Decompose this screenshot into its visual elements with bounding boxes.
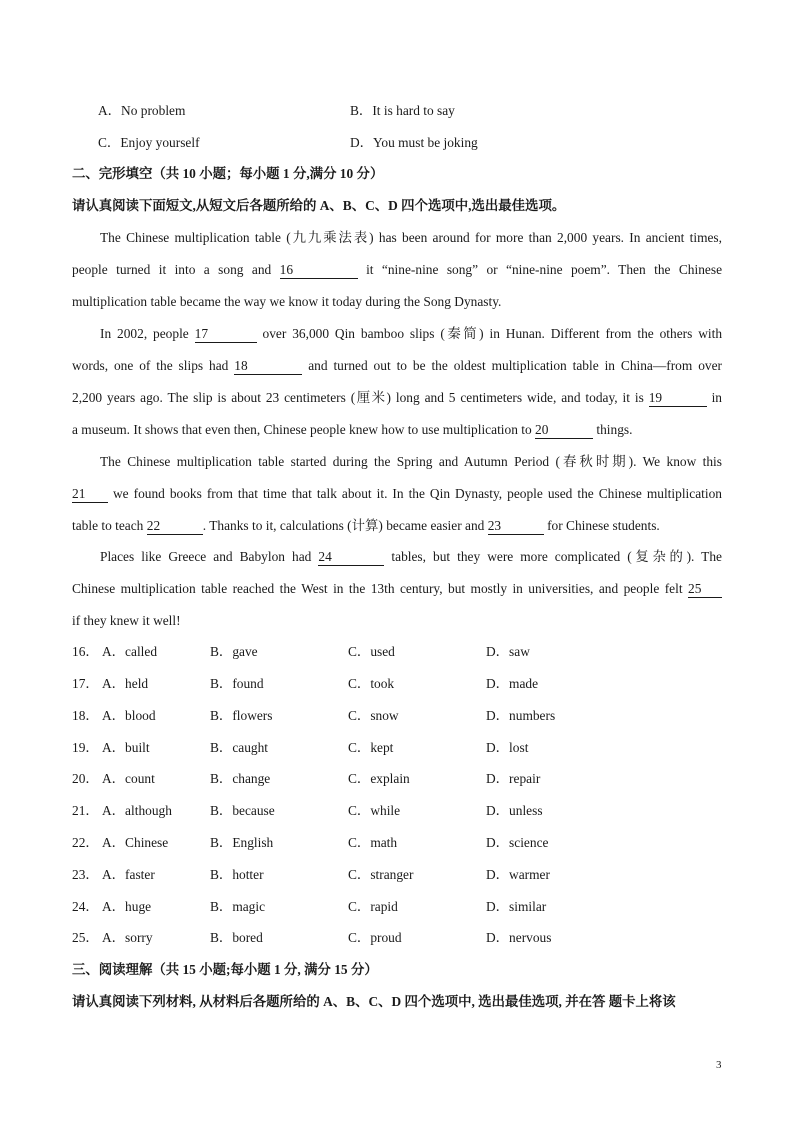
section3-heading: 三、阅读理解（共 15 小题;每小题 1 分, 满分 15 分） (72, 962, 378, 977)
passage-line (72, 485, 722, 503)
option-a: A．although (102, 803, 172, 818)
blank-20: 20 (535, 423, 593, 439)
section2-heading: 二、完形填空（共 10 小题；每小题 1 分,满分 10 分） (72, 166, 384, 181)
option-d: D．science (486, 835, 549, 850)
option-c: C．rapid (348, 899, 398, 914)
question-row (72, 834, 722, 852)
question-row (72, 898, 722, 916)
section2-instruction: 请认真阅读下面短文,从短文后各题所给的 A、B、C、D 四个选项中,选出最佳选项。 (72, 198, 566, 213)
question-row (72, 675, 722, 693)
prev-option-c: C．Enjoy yourself (98, 135, 200, 150)
question-number: 19． (72, 740, 99, 755)
passage-text: and turned out to be the oldest multiplication table in China—from over (308, 358, 722, 373)
option-c: C．math (348, 835, 398, 850)
option-a: A．sorry (102, 930, 153, 945)
passage-line (100, 325, 722, 343)
passage-line: The Chinese multiplication table (九九乘法表) has been around for more than 2,000 years. In ancient times, (100, 230, 722, 245)
passage-line (72, 261, 722, 279)
option-a: A．faster (102, 867, 155, 882)
prev-option-d: D．You must be joking (350, 135, 478, 150)
option-c: C．explain (348, 771, 410, 786)
question-row (72, 739, 722, 757)
option-c: C．used (348, 644, 395, 659)
passage-line: The Chinese multiplication table started during the Spring and Autumn Period (春秋时期). We know this (100, 454, 722, 469)
option-c: C．snow (348, 708, 399, 723)
option-b: B．magic (210, 899, 266, 914)
blank-19: 19 (649, 391, 707, 407)
option-d: D．warmer (486, 867, 550, 882)
blank-25: 25 (688, 582, 722, 598)
option-d: D．similar (486, 899, 547, 914)
option-c: C．kept (348, 740, 394, 755)
option-b: B．hotter (210, 867, 264, 882)
prev-option-a: A．No problem (98, 103, 186, 118)
option-b: B．change (210, 771, 271, 786)
question-number: 23． (72, 867, 99, 882)
passage-line (72, 357, 722, 375)
blank-21: 21 (72, 487, 108, 503)
question-row (72, 707, 722, 725)
passage-line (72, 421, 722, 439)
passage-line (72, 389, 722, 407)
prev-option-b: B．It is hard to say (350, 103, 455, 118)
section3-instruction: 请认真阅读下列材料, 从材料后各题所给的 A、B、C、D 四个选项中, 选出最佳选项, 并在答 题卡上将该 (72, 994, 676, 1009)
passage-text: things. (596, 422, 633, 437)
question-number: 22． (72, 835, 99, 850)
passage-line (100, 548, 722, 566)
option-b: B．gave (210, 644, 258, 659)
option-a: A．held (102, 676, 149, 691)
option-d: D．lost (486, 740, 529, 755)
option-c: C．while (348, 803, 401, 818)
option-b: B．bored (210, 930, 263, 945)
question-row (72, 929, 722, 947)
option-b: B．caught (210, 740, 269, 755)
blank-22: 22 (147, 519, 203, 535)
option-b: B．because (210, 803, 275, 818)
option-a: A．Chinese (102, 835, 169, 850)
question-row (72, 643, 722, 661)
blank-23: 23 (488, 519, 544, 535)
blank-18: 18 (234, 359, 302, 375)
passage-line (72, 517, 722, 535)
question-number: 18． (72, 708, 99, 723)
option-a: A．called (102, 644, 158, 659)
passage-text: Places like Greece and Babylon had (100, 549, 312, 564)
passage-text: table to teach (72, 518, 144, 533)
question-number: 21． (72, 803, 99, 818)
option-d: D．unless (486, 803, 543, 818)
passage-text: over 36,000 Qin bamboo slips (秦简) in Hunan. Different from the others with (262, 326, 723, 341)
option-d: D．saw (486, 644, 530, 659)
option-a: A．built (102, 740, 150, 755)
passage-text: 2,200 years ago. The slip is about 23 centimeters (厘米) long and 5 centimeters wide, and today, it is (72, 390, 644, 405)
option-d: D．nervous (486, 930, 552, 945)
blank-24: 24 (318, 550, 384, 566)
page-number: 3 (716, 1059, 722, 1071)
option-d: D．repair (486, 771, 541, 786)
option-c: C．proud (348, 930, 402, 945)
question-row (72, 770, 722, 788)
question-number: 20． (72, 771, 99, 786)
option-a: A．huge (102, 899, 152, 914)
option-c: C．took (348, 676, 395, 691)
passage-text: people turned it into a song and (72, 262, 272, 277)
option-d: D．made (486, 676, 539, 691)
passage-text: In 2002, people (100, 326, 189, 341)
question-number: 24． (72, 899, 99, 914)
passage-text: Chinese multiplication table reached the West in the 13th century, but mostly in universities, and people felt (72, 581, 683, 596)
blank-16: 16 (280, 263, 358, 279)
passage-line: if they knew it well! (72, 613, 181, 628)
passage-line (72, 580, 722, 598)
question-number: 25． (72, 930, 99, 945)
option-a: A．count (102, 771, 155, 786)
passage-text: . Thanks to it, calculations (计算) became easier and (202, 518, 485, 533)
option-d: D．numbers (486, 708, 556, 723)
passage-text: we found books from that time that talk about it. In the Qin Dynasty, people used the Chinese multiplication (113, 486, 722, 501)
passage-text: in (711, 390, 722, 405)
passage-text: a museum. It shows that even then, Chinese people knew how to use multiplication to (72, 422, 532, 437)
passage-text: tables, but they were more complicated (复杂的). The (391, 549, 722, 564)
option-b: B．English (210, 835, 274, 850)
question-number: 16． (72, 644, 99, 659)
question-number: 17． (72, 676, 99, 691)
option-b: B．found (210, 676, 264, 691)
passage-text: it “nine-nine song” or “nine-nine poem”. Then the Chinese (366, 262, 723, 277)
option-a: A．blood (102, 708, 156, 723)
option-c: C．stranger (348, 867, 414, 882)
passage-text: words, one of the slips had (72, 358, 229, 373)
option-b: B．flowers (210, 708, 273, 723)
question-row (72, 802, 722, 820)
passage-text: for Chinese students. (547, 518, 660, 533)
question-row (72, 866, 722, 884)
passage-line: multiplication table became the way we know it today during the Song Dynasty. (72, 294, 502, 309)
blank-17: 17 (195, 327, 257, 343)
